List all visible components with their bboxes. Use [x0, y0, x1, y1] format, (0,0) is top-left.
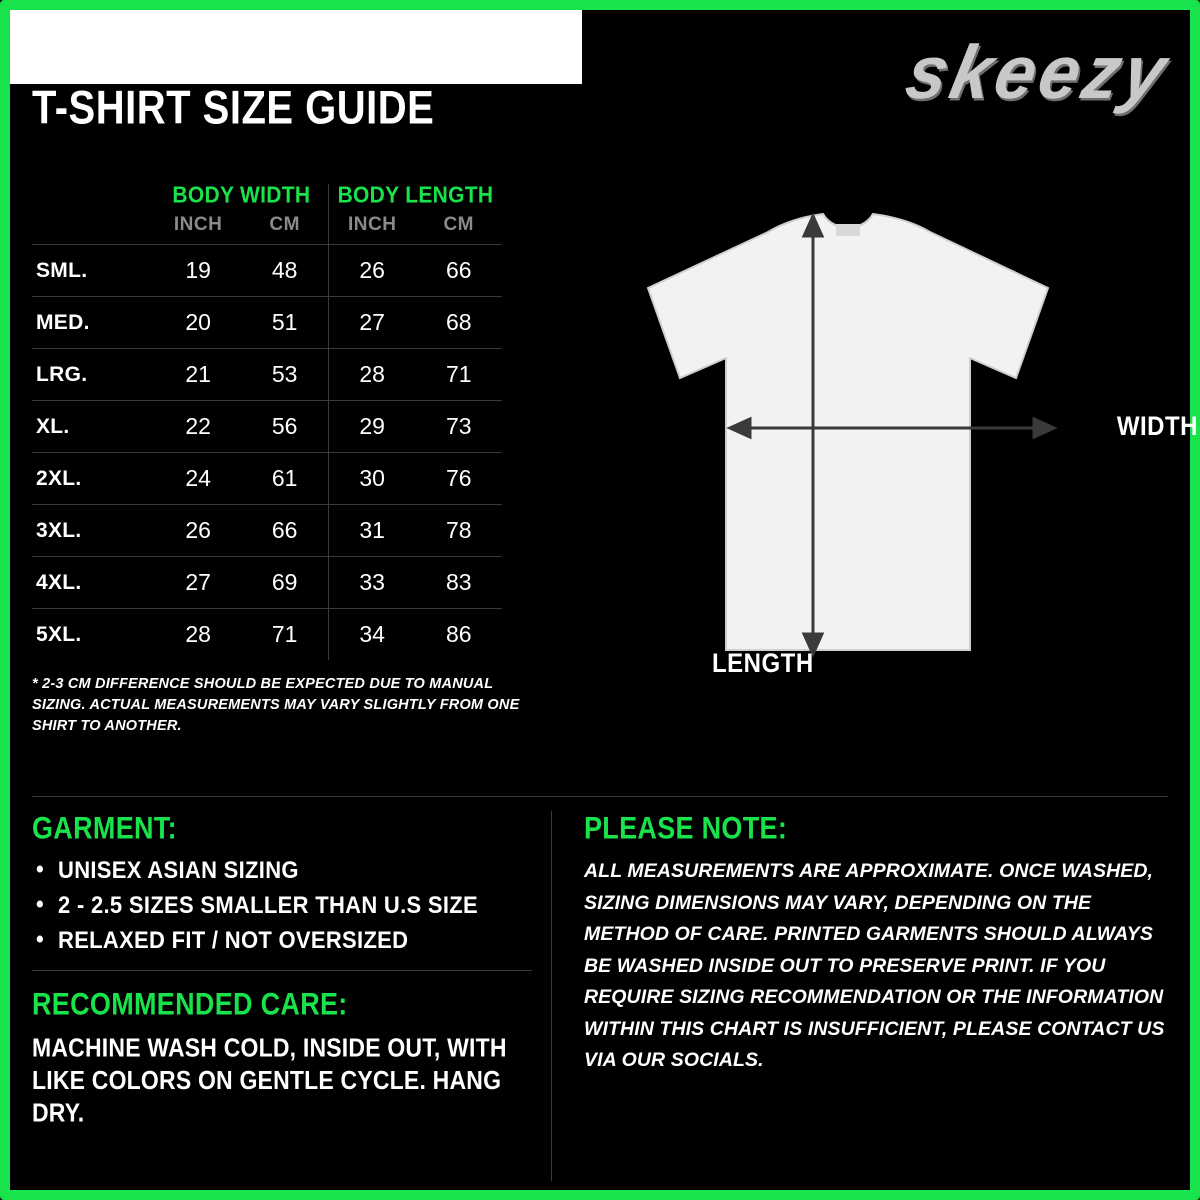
- row-length-cm: 73: [415, 401, 502, 453]
- row-size-label: 2XL.: [32, 453, 155, 505]
- table-row: [32, 557, 502, 609]
- row-width-inch: 26: [155, 505, 241, 557]
- page-title: T-SHIRT SIZE GUIDE: [32, 82, 435, 134]
- row-width-cm: 48: [241, 245, 328, 297]
- garment-title: GARMENT:: [32, 811, 177, 846]
- row-length-cm: 78: [415, 505, 502, 557]
- length-label: LENGTH: [712, 648, 814, 679]
- row-size-label: 5XL.: [32, 609, 155, 661]
- shirt-diagram: [590, 200, 1198, 720]
- row-length-inch: 34: [328, 609, 415, 661]
- row-length-inch: 33: [328, 557, 415, 609]
- note-title: PLEASE NOTE:: [584, 811, 788, 846]
- note-text: ALL MEASUREMENTS ARE APPROXIMATE. ONCE WASHED, SIZING DIMENSIONS MAY VARY, DEPENDING ON THE METHOD OF CARE. PRINTED GARMENTS SHOULD ALWAYS BE WASHED INSIDE OUT TO PRESERVE PRINT. IF YOU REQUIRE SIZING RECOMMENDATION OR THE INFORMATION WITHIN THIS CHART IS INSUFFICIENT, PLEASE CONTACT US VIA OUR SOCIALS.: [584, 860, 1165, 1072]
- row-width-inch: 20: [155, 297, 241, 349]
- row-length-cm: 68: [415, 297, 502, 349]
- header: [10, 10, 1190, 150]
- row-width-inch: 27: [155, 557, 241, 609]
- row-size-label: SML.: [32, 245, 155, 297]
- content-area: [10, 10, 1198, 1190]
- row-width-cm: 51: [241, 297, 328, 349]
- header-length-cm: CM: [443, 214, 475, 235]
- table-row: [32, 297, 502, 349]
- care-title: RECOMMENDED CARE:: [32, 987, 348, 1022]
- row-size-label: MED.: [32, 297, 155, 349]
- table-row: [32, 609, 502, 661]
- row-size-label: 3XL.: [32, 505, 155, 557]
- width-label: WIDTH: [1116, 411, 1198, 442]
- table-row: [32, 453, 502, 505]
- row-width-cm: 56: [241, 401, 328, 453]
- tshirt-illustration: [618, 210, 1078, 680]
- header-length-inch: INCH: [328, 214, 415, 245]
- white-banner-strip: [10, 10, 582, 84]
- size-table: [32, 184, 502, 660]
- row-width-inch: 22: [155, 401, 241, 453]
- please-note-column: [552, 811, 1168, 1181]
- row-length-inch: 29: [328, 401, 415, 453]
- row-size-label: XL.: [32, 401, 155, 453]
- list-item: • RELAXED FIT / NOT OVERSIZED: [32, 926, 531, 955]
- row-length-inch: 31: [328, 505, 415, 557]
- row-width-inch: 24: [155, 453, 241, 505]
- row-width-cm: 69: [241, 557, 328, 609]
- garment-list: [32, 856, 531, 952]
- bottom-section: [32, 796, 1168, 1181]
- table-row: [32, 401, 502, 453]
- header-body-width: BODY WIDTH: [172, 182, 311, 208]
- row-length-cm: 71: [415, 349, 502, 401]
- care-text: MACHINE WASH COLD, INSIDE OUT, WITH LIKE COLORS ON GENTLE CYCLE. HANG DRY.: [32, 1033, 507, 1127]
- table-footnote: * 2-3 CM DIFFERENCE SHOULD BE EXPECTED DUE TO MANUAL SIZING. ACTUAL MEASUREMENTS MAY VARY SLIGHTLY FROM ONE SHIRT TO ANOTHER.: [32, 676, 520, 735]
- list-item: • 2 - 2.5 SIZES SMALLER THAN U.S SIZE: [32, 891, 531, 920]
- row-length-inch: 26: [328, 245, 415, 297]
- shirt-diagram-column: [570, 150, 1198, 790]
- row-length-cm: 83: [415, 557, 502, 609]
- header-body-length: BODY LENGTH: [328, 182, 502, 216]
- section-divider: [32, 970, 532, 971]
- header-width-inch: INCH: [173, 214, 223, 235]
- row-size-label: LRG.: [32, 349, 155, 401]
- row-length-inch: 27: [328, 297, 415, 349]
- row-length-inch: 30: [328, 453, 415, 505]
- row-width-cm: 53: [241, 349, 328, 401]
- main-section: [10, 150, 1198, 790]
- row-length-cm: 66: [415, 245, 502, 297]
- size-table-column: [10, 150, 570, 790]
- row-width-cm: 66: [241, 505, 328, 557]
- row-width-cm: 71: [241, 609, 328, 661]
- table-row: [32, 505, 502, 557]
- table-unit-header-row: [32, 214, 502, 245]
- garment-care-column: [32, 811, 552, 1181]
- row-length-cm: 86: [415, 609, 502, 661]
- table-row: [32, 245, 502, 297]
- row-width-inch: 21: [155, 349, 241, 401]
- row-length-cm: 76: [415, 453, 502, 505]
- row-length-inch: 28: [328, 349, 415, 401]
- header-width-cm: CM: [269, 214, 300, 235]
- row-width-inch: 28: [155, 609, 241, 661]
- table-row: [32, 349, 502, 401]
- row-width-inch: 19: [155, 245, 241, 297]
- brand-logo: skeezy: [898, 31, 1177, 116]
- table-group-header-row: [32, 184, 502, 214]
- row-width-cm: 61: [241, 453, 328, 505]
- row-size-label: 4XL.: [32, 557, 155, 609]
- list-item: • UNISEX ASIAN SIZING: [32, 856, 531, 885]
